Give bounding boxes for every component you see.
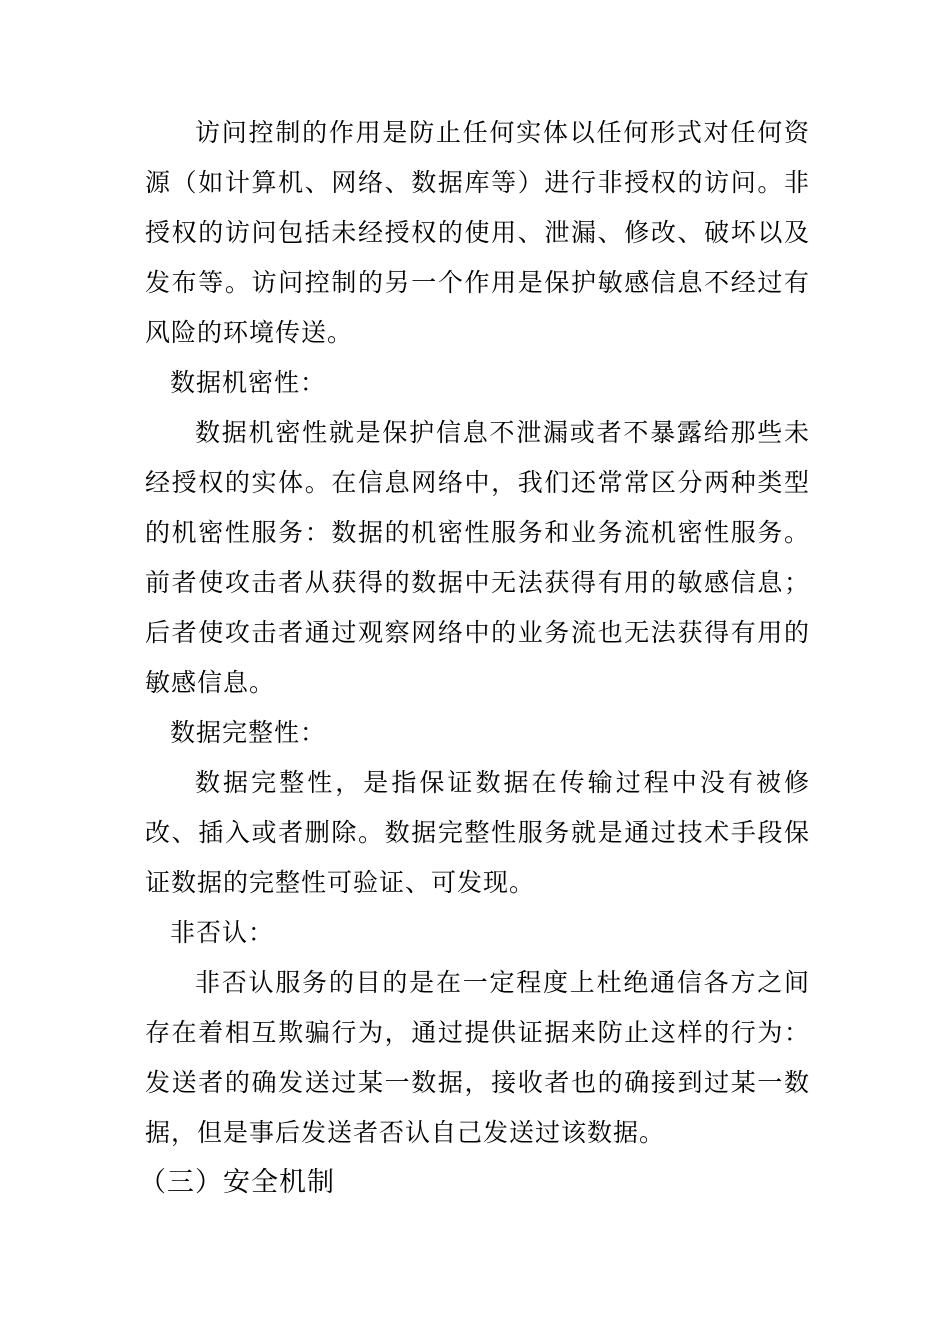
paragraph-data-confidentiality: 数据机密性就是保护信息不泄漏或者不暴露给那些未经授权的实体。在信息网络中，我们还常常区分两种类型的机密性服务：数据的机密性服务和业务流机密性服务。前者使攻击者从获得的数据中无法获得有用的敏感信息；后者使攻击者通过观察网络中的业务流也无法获得有用的敏感信息。 <box>145 418 810 697</box>
heading-data-integrity: 数据完整性： <box>170 718 327 747</box>
heading-non-repudiation: 非否认： <box>170 918 275 947</box>
section-title-security-mechanism: （三）安全机制 <box>139 1167 335 1198</box>
paragraph-data-integrity: 数据完整性，是指保证数据在传输过程中没有被修改、插入或者删除。数据完整性服务就是通过技术手段保证数据的完整性可验证、可发现。 <box>145 768 810 897</box>
paragraph-access-control: 访问控制的作用是防止任何实体以任何形式对任何资源（如计算机、网络、数据库等）进行非授权的访问。非授权的访问包括未经授权的使用、泄漏、修改、破坏以及发布等。访问控制的另一个作用是保护敏感信息不经过有风险的环境传送。 <box>145 118 810 347</box>
document-page <box>139 108 810 1208</box>
heading-data-confidentiality: 数据机密性： <box>170 368 327 397</box>
paragraph-non-repudiation: 非否认服务的目的是在一定程度上杜绝通信各方之间存在着相互欺骗行为，通过提供证据来防止这样的行为：发送者的确发送过某一数据，接收者也的确接到过某一数据，但是事后发送者否认自己发送过该数据。 <box>145 968 810 1147</box>
